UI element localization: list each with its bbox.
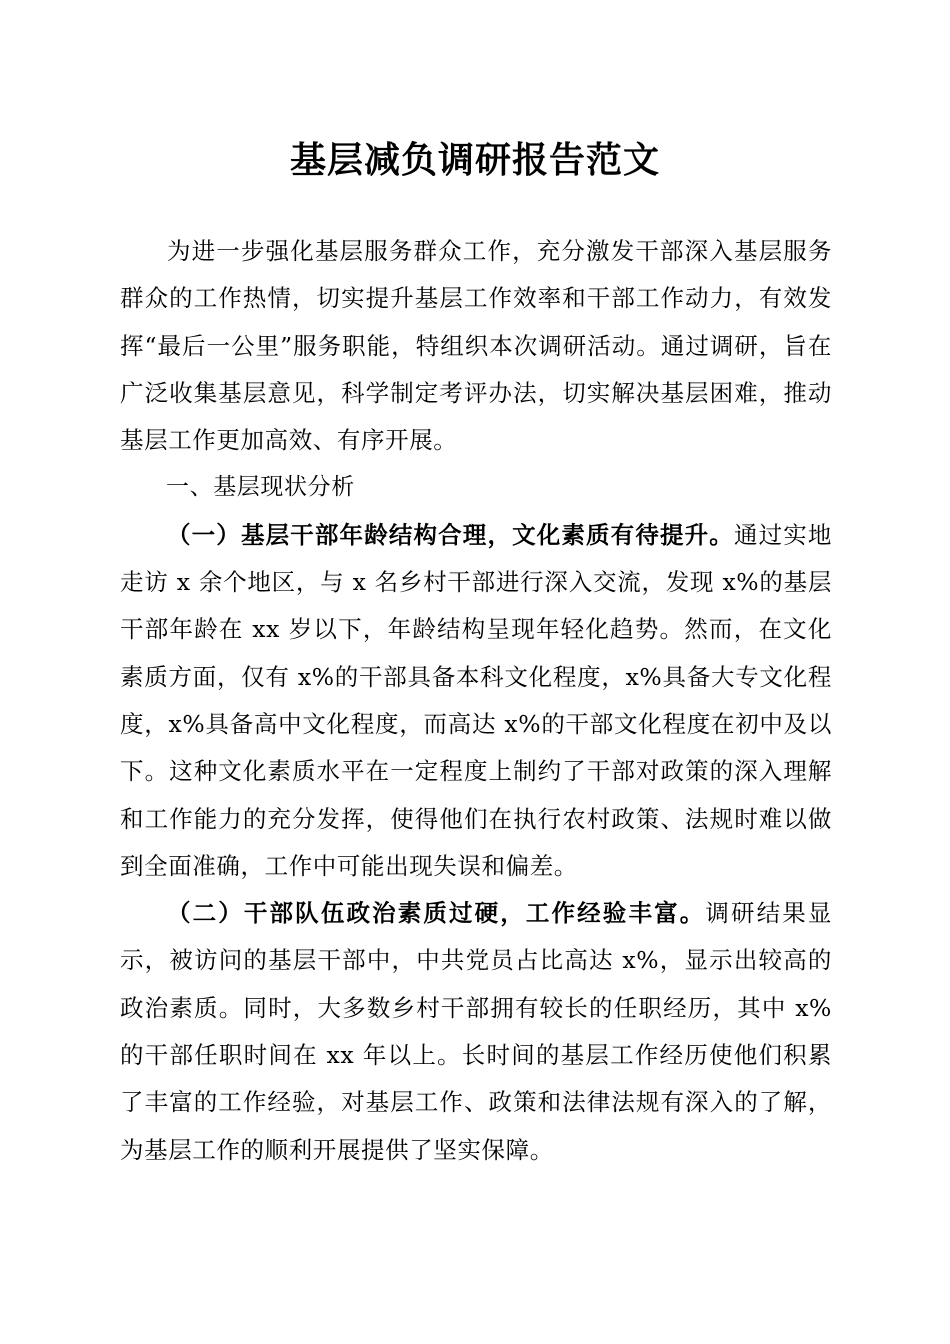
paragraph-1-body: 通过实地走访 x 余个地区，与 x 名乡村干部进行深入交流，发现 x%的基层干部年龄在 xx 岁以下，年龄结构呈现年轻化趋势。然而，在文化素质方面，仅有 x%的干部具备本科文化程度，x%具备大专文化程度，x%具备高中文化程度，而高达 x%的干部文化程度在初中及以下。这种文化素质水平在一定程度上制约了干部对政策的深入理解和工作能力的充分发挥，使得他们在执行农村政策、法规时难以做到全面准确，工作中可能出现失误和偏差。 xyxy=(120,520,832,880)
paragraph-1-lead: （一）基层干部年龄结构合理，文化素质有待提升。 xyxy=(167,520,734,549)
paragraph-2-lead: （二）干部队伍政治素质过硬，工作经验丰富。 xyxy=(167,899,706,928)
paragraph-2-body: 调研结果显示，被访问的基层干部中，中共党员占比高达 x%，显示出较高的政治素质。同时，大多数乡村干部拥有较长的任职经历，其中 x%的干部任职时间在 xx 年以上。长时间的基层工作经历使他们积累了丰富的工作经验，对基层工作、政策和法律法规有深入的了解，为基层工作的顺利开展提供了坚实保障。 xyxy=(120,899,833,1164)
paragraph-1 xyxy=(120,512,832,890)
document-body xyxy=(120,228,832,1174)
intro-paragraph: 为进一步强化基层服务群众工作，充分激发干部深入基层服务群众的工作热情，切实提升基层工作效率和干部工作动力，有效发挥“最后一公里”服务职能，特组织本次调研活动。通过调研，旨在广泛收集基层意见，科学制定考评办法，切实解决基层困难，推动基层工作更加高效、有序开展。 xyxy=(120,237,832,455)
paragraph-2 xyxy=(120,890,832,1174)
section-heading: 一、基层现状分析 xyxy=(166,474,355,501)
document-title: 基层减负调研报告范文 xyxy=(289,139,660,181)
